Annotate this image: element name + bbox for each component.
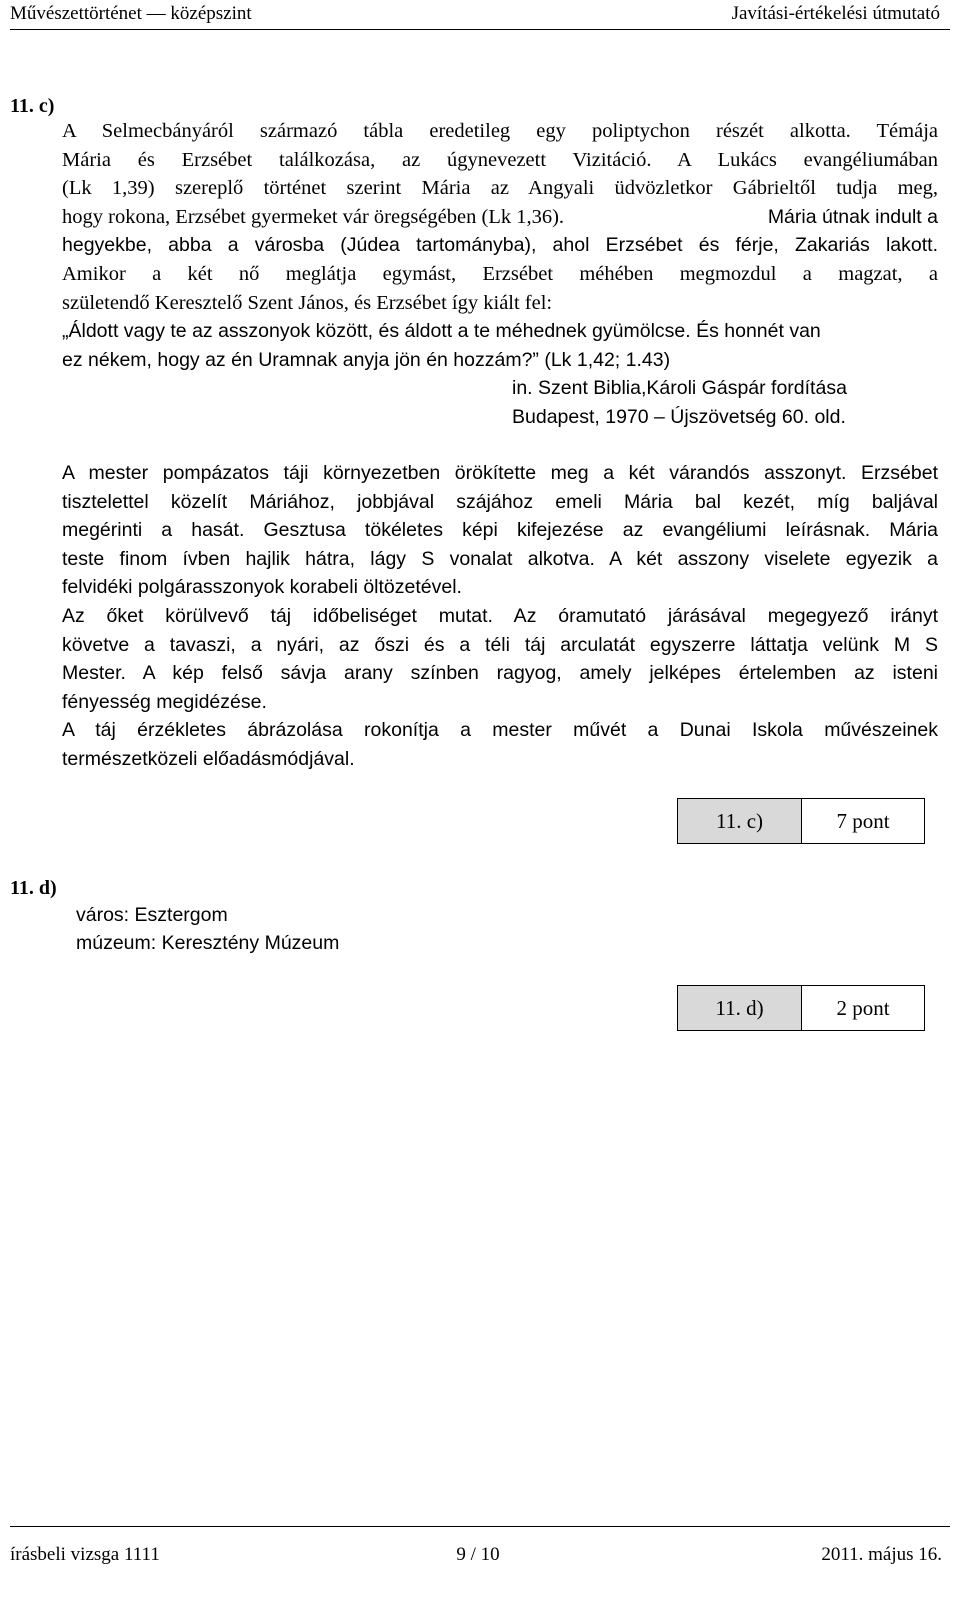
score-label: 11. d) <box>678 986 802 1030</box>
footer-date: 2011. május 16. <box>821 1544 942 1565</box>
header-subject: Művészettörténet — középszint <box>10 3 252 24</box>
footer-divider <box>10 1526 950 1527</box>
text-line: A táj érzékletes ábrázolása rokonítja a mester művét a Dunai Iskola művészeinek <box>62 719 938 742</box>
text-line: (Lk 1,39) szereplő történet szerint Mária az Angyali üdvözletkor Gábrieltől tudja meg, <box>62 177 938 200</box>
analysis-paragraph <box>62 459 938 774</box>
text-line: követve a tavaszi, a nyári, az őszi és a téli táj arculatát egyszerre láttatja velünk M S <box>62 633 938 656</box>
score-box-11d <box>677 985 925 1031</box>
quote-source <box>512 374 847 431</box>
text-line: Amikor a két nő meglátja egymást, Erzsébet méhében megmozdul a magzat, a <box>62 262 938 285</box>
score-label: 11. c) <box>678 799 802 843</box>
text-line <box>62 203 938 232</box>
text-line: Mária és Erzsébet találkozása, az úgynevezett Vizitáció. A Lukács evangéliumában <box>62 148 938 171</box>
score-box-11c <box>677 798 925 844</box>
header-doc-type: Javítási-értékelési útmutató <box>731 3 940 24</box>
source-line: in. Szent Biblia,Károli Gáspár fordítása <box>512 377 847 399</box>
source-line: Budapest, 1970 – Újszövetség 60. old. <box>512 405 846 428</box>
answer-block <box>76 901 339 957</box>
score-value: 2 pont <box>836 995 890 1020</box>
text-line: Mester. A kép felső sávja arany színben ragyog, amely jelképes értelemben az isteni <box>62 662 938 685</box>
text-segment: Mária útnak indult a <box>767 205 938 228</box>
text-line: felvidéki polgárasszonyok korabeli öltözetével. <box>62 576 462 599</box>
text-line: születendő Keresztelő Szent János, és Erzsébet így kiált fel: <box>62 291 553 314</box>
text-line: természetközeli előadásmódjával. <box>62 747 355 770</box>
question-label-11c: 11. c) <box>10 95 55 117</box>
header-divider <box>10 29 950 30</box>
text-line: teste finom ívben hajlik hátra, lágy S vonalat alkotva. A két asszony viselete egyezik a <box>62 547 938 570</box>
text-line: tisztelettel közelít Máriához, jobbjával szájához emeli Mária bal kezét, míg baljával <box>62 490 938 513</box>
text-segment: hogy rokona, Erzsébet gyermeket vár öregségében (Lk 1,36). <box>62 205 565 228</box>
text-line: A Selmecbányáról származó tábla eredetileg egy poliptychon részét alkotta. Témája <box>62 120 938 142</box>
score-value: 7 pont <box>836 808 890 833</box>
answer-museum: múzeum: Keresztény Múzeum <box>76 932 340 954</box>
text-line: megérinti a hasát. Gesztusa tökéletes képi kifejezése az evangéliumi leírásnak. Mária <box>62 519 938 542</box>
footer-exam-id: írásbeli vizsga 1111 <box>10 1544 160 1565</box>
page-number: 9 / 10 <box>456 1544 500 1565</box>
bible-quote-line: „Áldott vagy te az asszonyok között, és áldott a te méhednek gyümölcse. És honnét van <box>62 320 821 343</box>
answer-city: város: Esztergom <box>76 904 228 926</box>
question-label-11d: 11. d) <box>10 877 57 899</box>
text-line: A mester pompázatos táji környezetben örökítette meg a két várandós asszonyt. Erzsébet <box>62 462 938 484</box>
text-line: fényesség megidézése. <box>62 690 267 713</box>
text-line: hegyekbe, abba a városba (Júdea tartományba), ahol Erzsébet és férje, Zakariás lakott. <box>62 234 938 257</box>
page-header <box>10 0 950 30</box>
bible-quote-line: ez nékem, hogy az én Uramnak anyja jön én hozzám?” (Lk 1,42; 1.43) <box>62 348 671 371</box>
intro-paragraph <box>62 117 938 374</box>
text-line: Az őket körülvevő táj időbeliséget mutat. Az óramutató járásával megegyező irányt <box>62 604 938 627</box>
